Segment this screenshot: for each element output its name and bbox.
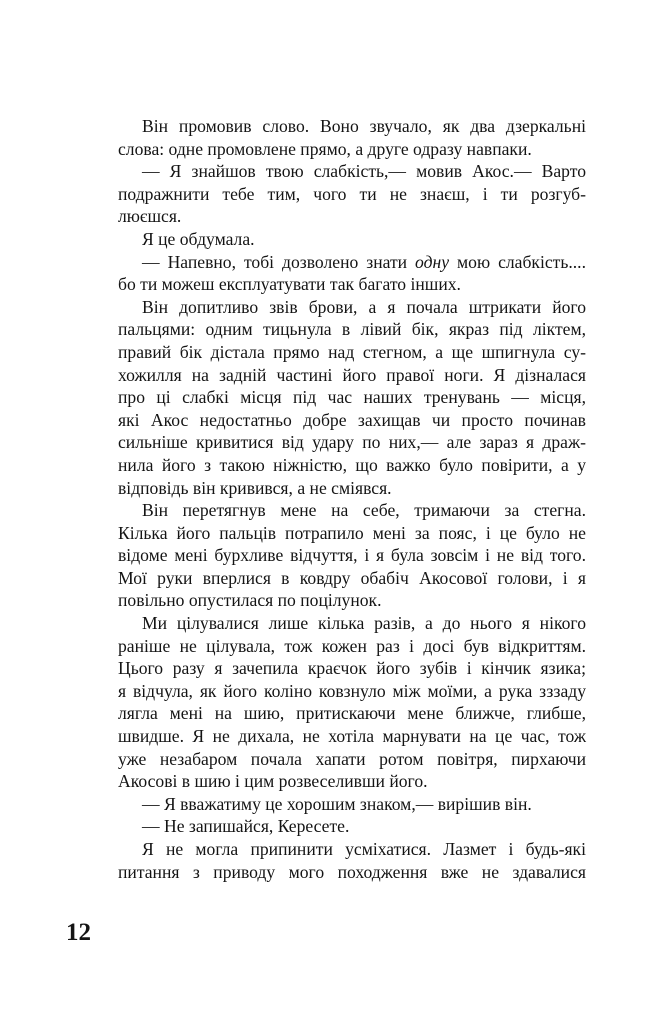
text-line: — Я вважатиму це хорошим знаком,— вирішив він. [142,793,532,814]
text-line: сильніше кривитися від удару по них,— але зараз я драж- [118,432,586,453]
text-line: пальцями: одним тицьнула в лівий бік, якраз під ліктем, [118,319,586,340]
text-line: бо ти можеш експлуатувати так багато інших. [118,274,461,295]
text-line: Я це обдумала. [142,228,255,249]
text-line: нила його з такою ніжністю, що важко було повірити, а у [118,454,586,475]
text-line: відоме мені бурхливе відчуття, і я була зовсім і не від того. [118,545,586,566]
text-line: Акосові в шию і цим розвеселивши його. [118,771,428,792]
text-line: Він промовив слово. Воно звучало, як два дзеркальні [142,116,586,136]
text-line: Я не могла припинити усміхатися. Лазмет і будь-які [142,839,586,859]
text-line: — Я знайшов твою слабкість,— мовив Акос.— Варто [142,161,586,182]
text-run: мою слабкість.... [449,251,586,272]
text-line: Він допитливо звів брови, а я почала штрикати його [142,296,586,317]
text-line: відповідь він кривився, а не сміявся. [118,477,392,498]
text-line: питання з приводу мого походження вже не здавалися [118,861,586,882]
text-line: — Не запишайся, Кересете. [142,816,350,837]
text-line: повільно опустилася по поцілунок. [118,590,382,611]
text-line: Ми цілувалися лише кілька разів, а до нього я нікого [142,613,586,634]
text-line: швидше. Я не дихала, не хотіла марнувати на це час, тож [118,726,586,747]
text-line: я відчула, як його коліно ковзнуло між моїми, а рука зззаду [118,680,586,701]
text-line [118,251,586,274]
page-number: 12 [66,919,91,946]
text-line: Він перетягнув мене на себе, тримаючи за стегна. [142,500,586,521]
emphasized-word: одну [415,251,450,272]
text-run: — Напевно, тобі дозволено знати [142,251,416,272]
text-line: Кілька його пальців потрапило мені за пояс, і це було не [118,522,586,543]
body-text [118,115,586,883]
text-line: слова: одне промовлене прямо, а друге одразу навпаки. [118,138,532,159]
text-line: Цього разу я зачепила краєчок його зубів і кінчик язика; [118,658,586,679]
text-line: раніше не цілувала, тож кожен раз і досі був відкриттям. [118,635,586,656]
text-line: хожилля на задній частині його правої ноги. Я дізналася [118,364,586,385]
text-line: які Акос недостатньо добре захищав чи просто починав [118,409,586,430]
text-line: уже незабаром почала хапати ротом повітря, пирхаючи [118,748,586,769]
text-line: подражнити тебе тим, чого ти не знаєш, і ти розгуб- [118,183,586,204]
text-line: люєшся. [118,206,182,227]
text-line: Мої руки вперлися в ковдру обабіч Акосової голови, і я [118,567,586,588]
text-line: про ці слабкі місця під час наших тренувань — місця, [118,387,586,408]
text-line: правий бік дістала прямо над стегном, а ще шпигнула су- [118,341,586,362]
text-line: лягла мені на шию, притискаючи мене ближче, глибше, [118,703,586,724]
